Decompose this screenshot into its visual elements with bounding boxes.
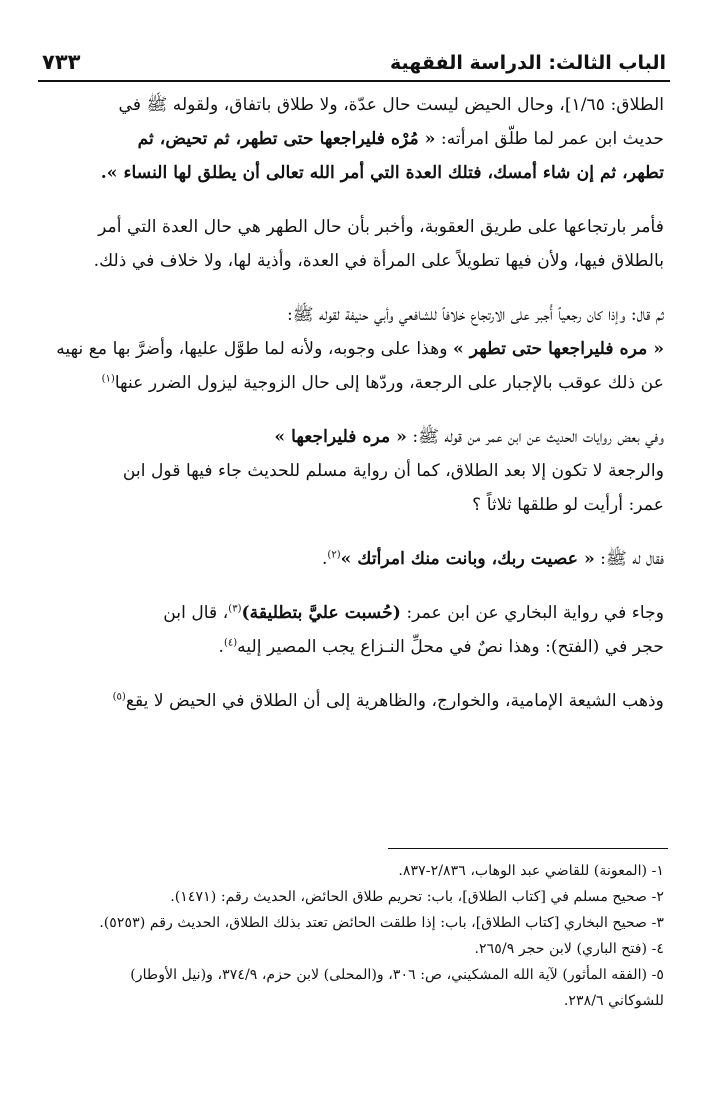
- text-run: عمر: أرأيت لو طلقها ثلاثاً ؟: [472, 495, 664, 515]
- paragraph-gap: [40, 576, 664, 596]
- footnote: ١- (المعونة) للقاضي عبد الوهاب، ٢/٨٣٦-٨٣٧.: [398, 863, 664, 879]
- text-run: حجر في (الفتح): وهذا نصٌ في محلِّ النـزاع يجب المصير إليه: [237, 637, 664, 657]
- text-run: وذهب الشيعة الإمامية، والخوارج، والظاهرية إلى أن الطلاق في الحيض لا يقع: [125, 691, 664, 711]
- text-run: وفي بعض روايات الحديث عن ابن عمر من قوله ﷺ:: [406, 427, 664, 447]
- paragraph-gap: [40, 190, 664, 210]
- footnote-ref: (٢): [327, 549, 341, 561]
- text-line: [40, 88, 664, 122]
- paragraph: [40, 420, 664, 522]
- running-header: [42, 40, 666, 74]
- text-line: [40, 156, 664, 190]
- text-run: .: [321, 549, 328, 569]
- footnote-ref: (٤): [223, 637, 238, 649]
- paragraph: [40, 88, 664, 190]
- footnotes: [38, 858, 664, 1014]
- quote-text: « مُرْه فليراجعها حتى تطهر، ثم تحيض، ثم: [137, 129, 436, 149]
- text-line: [40, 122, 664, 156]
- paragraph: [40, 596, 664, 664]
- paragraph-gap: [40, 400, 664, 420]
- header-rule: [38, 80, 670, 82]
- text-line: [40, 684, 664, 718]
- text-line: [40, 332, 664, 366]
- paragraph: [40, 542, 664, 576]
- footnote: ٢- صحيح مسلم في [كتاب الطلاق]، باب: تحريم طلاق الحائض، الحديث رقم: (١٤٧١).: [170, 889, 664, 905]
- quote-text: « عصيت ربك، وبانت منك امرأتك »: [340, 549, 595, 569]
- text-run: فقال له ﷺ:: [594, 549, 664, 569]
- footnote-rule: [388, 848, 668, 849]
- paragraph: [40, 684, 664, 718]
- footnote: ٣- صحيح البخاري [كتاب الطلاق]، باب: إذا طلقت الحائض تعتد بذلك الطلاق، الحديث رقم (٥٢٥٣).: [99, 915, 664, 931]
- footnote-ref: (١): [101, 373, 115, 385]
- paragraph: [40, 298, 664, 400]
- paragraph: [40, 210, 664, 278]
- footnote-ref: (٣): [228, 603, 242, 615]
- text-run: الطلاق: ١/٦٥]، وحال الحيض ليست حال عدّة، ولا طلاق باتفاق، ولقوله ﷺ في: [118, 95, 664, 115]
- text-run: فأمر بارتجاعها على طريق العقوبة، وأخبر بأن حال الطهر هي حال العدة التي أمر: [98, 217, 664, 237]
- text-line: [40, 542, 664, 576]
- text-line: [40, 244, 664, 278]
- text-line: [40, 630, 664, 664]
- text-run: ، قال ابن: [163, 603, 229, 623]
- text-line: [40, 210, 664, 244]
- text-run: حديث ابن عمر لما طلّق امرأته:: [435, 129, 664, 149]
- text-line: [40, 454, 664, 488]
- chapter-title: الباب الثالث: الدراسة الفقهية: [390, 52, 666, 74]
- text-line: [40, 488, 664, 522]
- quote-text: تطهر، ثم إن شاء أمسك، فتلك العدة التي أمر الله تعالى أن يطلق لها النساء ».: [100, 163, 664, 183]
- text-run: ثم قال: وإذا كان رجعياً أُجبر على الارتجاع خلافاً للشافعي وأبي حنيفة لقوله ﷺ:: [286, 305, 664, 325]
- text-run: وهذا على وجوبه، ولأنه لما طوَّل عليها، وأضرَّ بها مع نهيه: [56, 339, 454, 359]
- text-run: بالطلاق فيها، ولأن فيها تطويلاً على المرأة في العدة، وأذية لها، ولا خلاف في ذلك.: [93, 251, 664, 271]
- paragraph-gap: [40, 664, 664, 684]
- footnote: للشوكاني ٢٣٨/٦.: [563, 993, 664, 1009]
- text-run: وجاء في رواية البخاري عن ابن عمر:: [400, 603, 664, 623]
- quote-text: « مره فليراجعها حتى تطهر »: [453, 339, 664, 359]
- text-line: [40, 596, 664, 630]
- footnote-ref: (٥): [112, 691, 126, 703]
- text-run: عن ذلك عوقب بالإجبار على الرجعة، وردّها إلى حال الزوجية ليزول الضرر عنها: [114, 373, 664, 393]
- text-line: [40, 366, 664, 400]
- text-run: .: [218, 637, 224, 657]
- footnote: ٥- (الفقه المأثور) لآية الله المشكيني، ص: ٣٠٦، و(المحلى) لابن حزم، ٣٧٤/٩، و(نيل الأوطار): [130, 967, 664, 983]
- text-line: [40, 420, 664, 454]
- text-run: والرجعة لا تكون إلا بعد الطلاق، كما أن رواية مسلم للحديث جاء فيها قول ابن: [122, 461, 664, 481]
- quote-text: « مره فليراجعها »: [274, 427, 407, 447]
- paragraph-gap: [40, 278, 664, 298]
- quote-text: (حُسبت عليَّ بتطليقة): [241, 603, 401, 623]
- paragraph-gap: [40, 522, 664, 542]
- footnote: ٤- (فتح الباري) لابن حجر ٢٦٥/٩.: [474, 941, 664, 957]
- main-text: [40, 88, 664, 718]
- page-number: ٧٣٣: [42, 50, 81, 74]
- text-line: [40, 298, 664, 332]
